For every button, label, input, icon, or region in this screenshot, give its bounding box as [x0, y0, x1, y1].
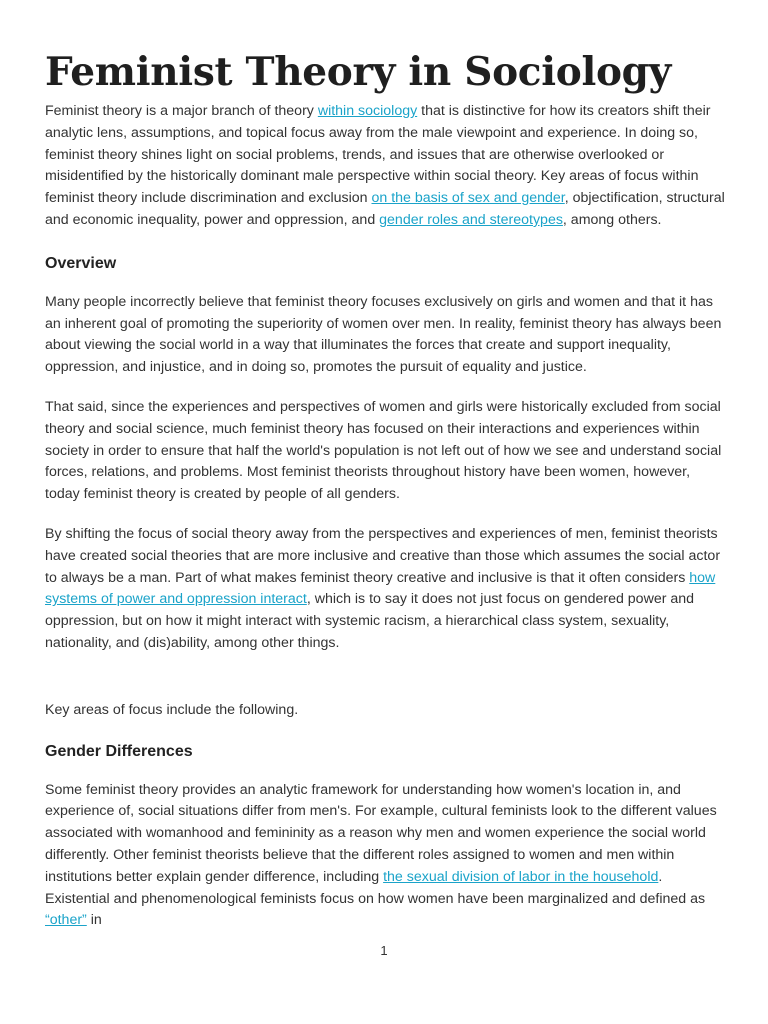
gd-text-2: . Existential and phenomenological feminists focus on how women have been marginalized and defined as — [45, 868, 706, 907]
sexual-division-link[interactable]: the sexual division of labor in the household — [383, 868, 659, 885]
document-page — [45, 44, 725, 932]
overview-paragraph-1: Many people incorrectly believe that feminist theory focuses exclusively on girls and women and that it has an inherent goal of promoting the superiority of women over men. In reality, feminist theory has always been about viewing the social world in a way that illuminates the forces that create and support inequality, oppression, and injustice, and in doing so, promotes the pursuit of equality and justice. — [45, 293, 722, 376]
page-title: Feminist Theory in Sociology — [45, 49, 672, 95]
intro-text-3: , objectification, structural and economic inequality, power and oppression, and — [45, 190, 725, 228]
gender-differences-heading: Gender Differences — [45, 742, 193, 760]
systems-of-power-link[interactable]: how systems of power and oppression interact — [45, 569, 716, 608]
intro-paragraph — [45, 101, 725, 232]
gd-text-1: Some feminist theory provides an analytic framework for understanding how women's location in, and experience of, social situations differ from men's. For example, cultural feminists look to the different values associated with womanhood and femininity as a reason why men and women experience the social world differently. Other feminist theorists believe that the different roles assigned to women and men within institutions better explain gender difference, including — [45, 781, 717, 885]
sex-and-gender-link[interactable]: on the basis of sex and gender — [371, 190, 565, 207]
within-sociology-link[interactable]: within sociology — [317, 103, 418, 119]
page-number: 1 — [380, 943, 388, 958]
overview-paragraph-3 — [45, 524, 725, 655]
overview-p3-text-2: , which is to say it does not just focus on gendered power and oppression, but on how it might interact with systemic racism, a hierarchical class system, sexuality, nationality, and (dis)ability, among other things. — [45, 591, 695, 651]
intro-text-1: Feminist theory is a major branch of theory — [45, 103, 318, 119]
gender-differences-paragraph — [45, 780, 725, 933]
intro-text-2: that is distinctive for how its creators shift their analytic lens, assumptions, and topical focus away from the male viewpoint and experience. In doing so, feminist theory shines light on social problems, trends, and issues that are otherwise overlooked or misidentified by the historically dominant male perspective within social theory. Key areas of focus within feminist theory include discrimination and exclusion — [45, 103, 711, 207]
overview-p3-text-1: By shifting the focus of social theory away from the perspectives and experiences of men, feminist theorists have created social theories that are more inclusive and creative than those which assumes the social actor to always be a man. Part of what makes feminist theory creative and inclusive is that it often considers — [45, 525, 721, 586]
gd-text-3: in — [86, 912, 102, 929]
gender-roles-link[interactable]: gender roles and stereotypes — [379, 211, 563, 228]
intro-text-4: , among others. — [562, 211, 662, 228]
key-areas-text: Key areas of focus include the following. — [45, 701, 299, 718]
overview-paragraph-2: That said, since the experiences and perspectives of women and girls were historically excluded from social theory and social science, much feminist theory has focused on their interactions and experiences within society in order to ensure that half the world's population is not left out of how we see and understand social forces, relations, and problems. Most feminist theorists throughout history have been women, however, today feminist theory is created by people of all genders. — [45, 398, 722, 503]
other-link[interactable]: “other” — [45, 912, 87, 929]
overview-heading: Overview — [45, 254, 117, 272]
